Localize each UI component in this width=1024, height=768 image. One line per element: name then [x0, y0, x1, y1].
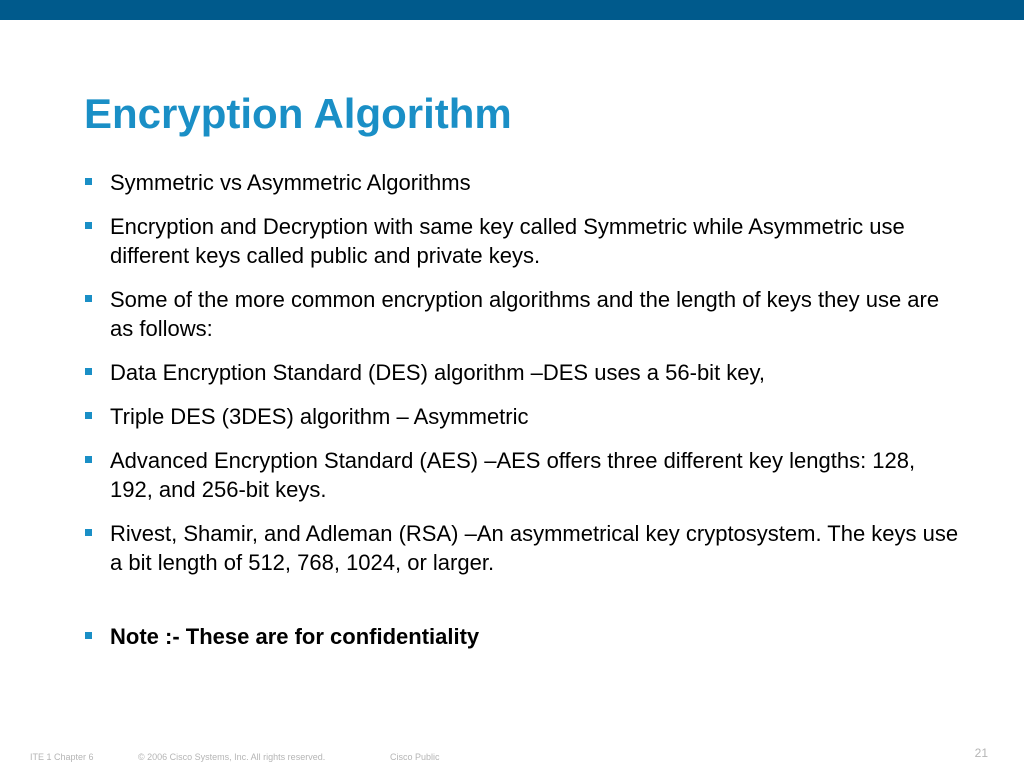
bullet-text: Data Encryption Standard (DES) algorithm –DES uses a 56-bit key, [110, 360, 766, 385]
footer-copyright: © 2006 Cisco Systems, Inc. All rights reserved. [138, 752, 326, 762]
slide-title: Encryption Algorithm [84, 90, 512, 137]
bullet-text: Advanced Encryption Standard (AES) –AES offers three different key lengths: 128, 192, and 256-bit keys. [110, 448, 916, 502]
bullet-text: Some of the more common encryption algorithms and the length of keys they use are as follows: [110, 287, 940, 341]
bullet-text: Rivest, Shamir, and Adleman (RSA) –An asymmetrical key cryptosystem. The keys use a bit length of 512, 768, 1024, or larger. [110, 521, 959, 575]
bullet-item-symmetric-vs-asymmetric [84, 168, 964, 197]
footer-course-label: ITE 1 Chapter 6 [30, 752, 94, 762]
top-banner-bar [0, 0, 1024, 20]
slide-footer [0, 746, 1024, 768]
square-bullet-icon [85, 632, 92, 639]
square-bullet-icon [85, 456, 92, 463]
square-bullet-icon [85, 295, 92, 302]
square-bullet-icon [85, 222, 92, 229]
bullet-item-common-algorithms [84, 285, 964, 343]
bullet-item-aes [84, 446, 964, 504]
bullet-text: Symmetric vs Asymmetric Algorithms [110, 170, 471, 195]
bullet-text: Encryption and Decryption with same key called Symmetric while Asymmetric use different keys called public and private keys. [110, 214, 905, 268]
bullet-item-3des [84, 402, 964, 431]
bullet-item-keys-description [84, 212, 964, 270]
square-bullet-icon [85, 412, 92, 419]
square-bullet-icon [85, 368, 92, 375]
bullet-item-rsa [84, 519, 964, 577]
square-bullet-icon [85, 178, 92, 185]
square-bullet-icon [85, 529, 92, 536]
page-number: 21 [974, 746, 988, 760]
bullet-text: Note :- These are for confidentiality [110, 624, 480, 649]
bullet-item-note [84, 622, 964, 651]
bullet-list [84, 168, 964, 666]
bullet-item-des [84, 358, 964, 387]
bullet-text: Triple DES (3DES) algorithm – Asymmetric [110, 404, 529, 429]
footer-classification: Cisco Public [390, 752, 440, 762]
